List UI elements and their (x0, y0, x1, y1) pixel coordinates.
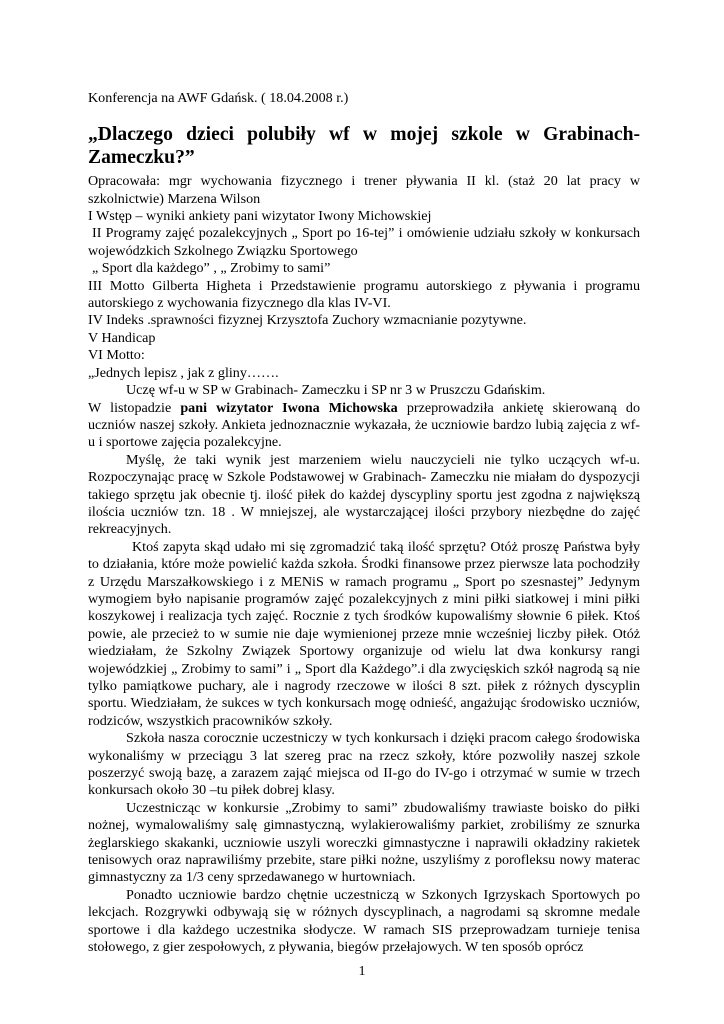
paragraph-sis: Ponadto uczniowie bardzo chętnie uczestniczą w Szkonych Igrzyskach Sportowych po lekcjach. Rozgrywki odbywają się w różnych dyscyplinach, a nagrodami są skromne medale sportowe i dla każdego uczestnika słodycze. W ramach SIS przeprowadzam turnieje tenisa stołowego, z gier zespołowych, z pływania, biegów przełajowych. W ten sposób oprócz (88, 886, 640, 956)
paragraph-survey (88, 400, 640, 452)
document-body (88, 90, 640, 957)
outline-item-1: I Wstęp – wyniki ankiety pani wizytator Iwony Michowskiej (88, 208, 432, 225)
page-number: 1 (358, 963, 366, 979)
conference-line: Konferencja na AWF Gdańsk. ( 18.04.2008 r.) (88, 90, 349, 106)
paragraph-equipment: Myślę, że taki wynik jest marzeniem wielu nauczycieli nie tylko uczących wf-u. Rozpoczynając pracę w Szkole Podstawowej w Grabinach- Zameczku nie miałam do dyspozycji takiego sprzętu jak obecnie tj. ilość piłek do każdej dyscypliny sportu jest zgodna z największą ilościa uczniów tzn. 18 . W mniejszej, ale wystarczającej ilości przybory niezbędne do zajęć rekreacyjnych. (88, 451, 640, 538)
outline-item-2-contests: „ Sport dla każdego” , „ Zrobimy to sami” (92, 260, 331, 277)
inspector-name: pani wizytator Iwona Michowska (180, 399, 398, 416)
paragraph-works: Uczestnicząc w konkursie „Zrobimy to sami” zbudowaliśmy trawiaste boisko do piłki nożnej, wymalowaliśmy salę gimnastyczną, wylakierowaliśmy parkiet, zrobiliśmy ze sznurka żeglarskiego skakanki, uczniowie uszyli woreczki gimnastyczne i naprawili okładziny rakietek tenisowych oraz naprawiliśmy przebite, stare piłki nożne, uszyliśmy z porofleksu nowy materac gimnastyczny za 1/3 ceny sprzedawanego w hurtowniach. (88, 799, 640, 886)
outline-item-3: III Motto Gilberta Higheta i Przedstawienie programu autorskiego z pływania i programu autorskiego z wychowania fizycznego dla klas IV-VI. (88, 277, 640, 312)
author-line: Opracowała: mgr wychowania fizycznego i trener pływania II kl. (staż 20 lat pracy w szkolnictwie) Marzena Wilson (88, 173, 640, 207)
paragraph-competitions: Szkoła nasza corocznie uczestniczy w tych konkursach i dzięki pracom całego środowiska wykonaliśmy w przeciągu 3 lat szereg prac na rzecz szkoły, które pozwoliły naszej szkole poszerzyć swoją bazę, a zarazem zająć miejsca od II-go do IV-go i otrzymać w sumie w trzech konkursach około 30 –tu piłek dobrej klasy. (88, 730, 640, 799)
paragraph-survey-end: przeprowadziła ankietę skierowaną do uczniów naszej szkoły. Ankieta jednoznacznie wykazała, że uczniowie bardzo lubią zajęcia z wf-u i sportowe zajęcia pozalekcyjne. (88, 399, 641, 451)
outline-item-6: VI Motto: (88, 347, 145, 364)
outline-item-2: II Programy zajęć pozalekcyjnych „ Sport po 16-tej” i omówienie udziału szkoły w konkursach wojewódzkich Szkolnego Związku Sportowego (88, 225, 640, 259)
outline-item-5: V Handicap (88, 329, 156, 346)
motto-line: „Jednych lepisz , jak z gliny……. (88, 364, 279, 381)
outline-item-4: IV Indeks .sprawności fizyznej Krzysztofa Zuchory wzmacnianie pozytywne. (88, 312, 527, 329)
paragraph-survey-start: W listopadzie (88, 399, 181, 416)
document-title: „Dlaczego dzieci polubiły wf w mojej szkole w Grabinach-Zameczku?” (88, 124, 640, 168)
paragraph-funding: Ktoś zapyta skąd udało mi się zgromadzić taką ilość sprzętu? Otóż proszę Państwa były to działania, które może powielić każda szkoła. Środki finansowe przez pierwsze lata pochodziły z Urzędu Marszałkowskiego i z MENiS w ramach programu „ Sport po szesnastej” Jedynym wymogiem było napisanie programów zajęć pozalekcyjnych z mini piłki siatkowej i mini piłki koszykowej i realizacja tych zajęć. Rocznie z tych środków kupowaliśmy słownie 6 piłek. Ktoś powie, ale przecież to w sumie nie daje wymienionej przeze mnie wcześniej liczby piłek. Otóż wiedziałam, że Szkolny Związek Sportowy organizuje od wielu lat dwa konkursy rangi wojewódzkiej „ Zrobimy to sami” i „ Sport dla Każdego”.i dla zwycięskich szkół nagrodą są nie tylko pamiątkowe puchary, ale i nagrody rzeczowe w ilości 8 szt. piłek z różnych dyscyplin sportu. Wiedziałam, że sukces w tych konkursach mogę odnieść, angażując środowisko uczniów, rodziców, wszystkich pracowników szkoły. (88, 538, 640, 729)
paragraph-intro: Uczę wf-u w SP w Grabinach- Zameczku i SP nr 3 w Pruszczu Gdańskim. (126, 382, 546, 399)
